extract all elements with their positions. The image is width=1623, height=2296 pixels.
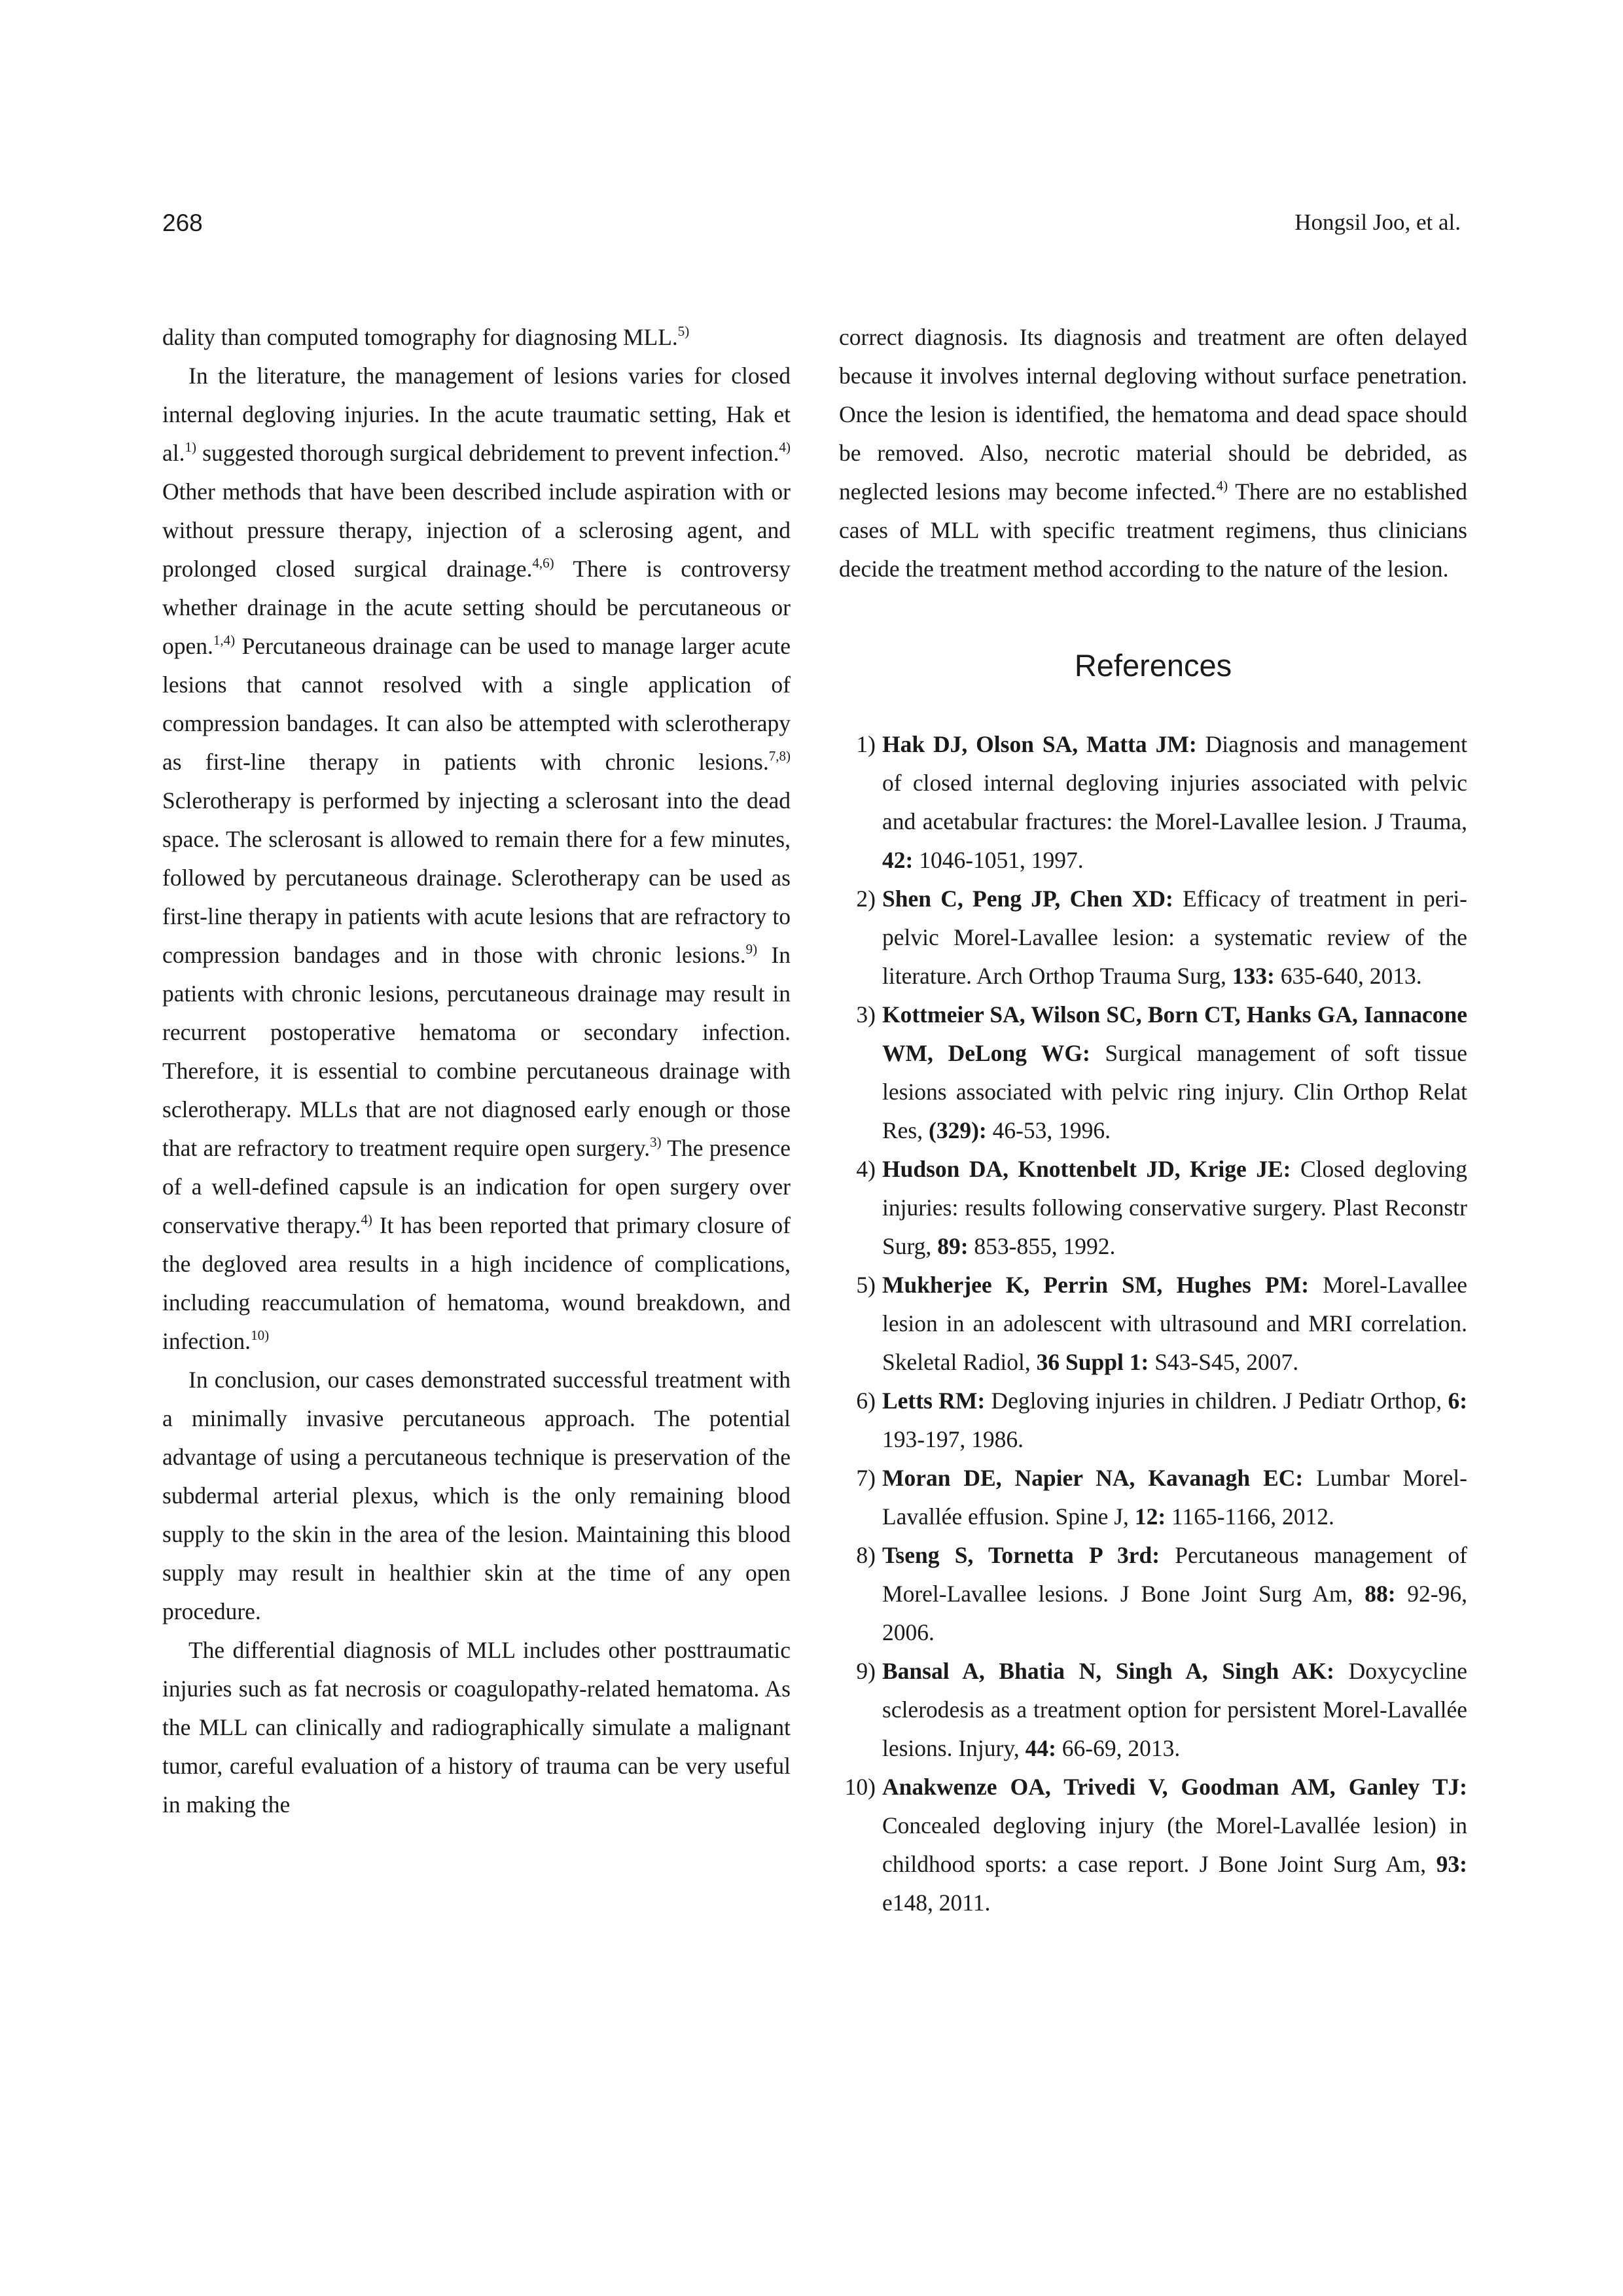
- reference-item: [839, 880, 1467, 996]
- reference-volume: 93:: [1436, 1851, 1467, 1877]
- references-heading: References: [1074, 648, 1232, 683]
- reference-pages-year: 1165-1166, 2012.: [1166, 1503, 1334, 1530]
- reference-text: Surgical management of soft tissue lesions associated with pelvic ring injury. Clin Orthop Relat Res,: [882, 1040, 1467, 1143]
- reference-authors: Hudson DA, Knottenbelt JD, Krige JE:: [882, 1156, 1291, 1182]
- citation: 4): [779, 439, 791, 455]
- reference-item: [839, 1652, 1467, 1768]
- citation: 7,8): [768, 748, 791, 764]
- reference-text: Diagnosis and management of closed internal degloving injuries associated with pelvic and acetabular fractures: the Morel-Lavallee lesion. J Trauma,: [882, 731, 1468, 834]
- reference-volume: 12:: [1134, 1503, 1166, 1530]
- reference-pages-year: 46-53, 1996.: [986, 1117, 1111, 1143]
- reference-volume: 88:: [1364, 1581, 1396, 1607]
- reference-pages-year: S43-S45, 2007.: [1149, 1349, 1299, 1375]
- reference-pages-year: 66-69, 2013.: [1056, 1735, 1181, 1761]
- reference-pages-year: 853-855, 1992.: [968, 1233, 1116, 1259]
- reference-text: Concealed degloving injury (the Morel-Lavallée lesion) in childhood sports: a case report. J Bone Joint Surg Am,: [882, 1812, 1467, 1877]
- paragraph-diagnosis: correct diagnosis. Its diagnosis and treatment are often delayed because it involves internal degloving without surface penetration. Once the lesion is identified, the hematoma and dead space should be removed. Also, necrotic material should be debrided, as neglected lesions may become infected.$^{4)}$ There are no established cases of MLL with specific treatment regimens, thus clinicians decide the treatment method according to the nature of the lesion.: [839, 324, 1468, 582]
- running-head: [162, 209, 1461, 249]
- reference-number: 8): [856, 1542, 876, 1568]
- reference-volume: 89:: [937, 1233, 969, 1259]
- reference-authors: Shen C, Peng JP, Chen XD:: [882, 886, 1173, 912]
- paragraph-continued: dality than computed tomography for diagnosing MLL.$^{5)}$: [162, 323, 690, 350]
- reference-authors: Letts RM:: [882, 1388, 986, 1414]
- reference-volume: 6:: [1448, 1388, 1468, 1414]
- reference-volume: 42:: [882, 847, 914, 873]
- reference-authors: Anakwenze OA, Trivedi V, Goodman AM, Ganley TJ:: [882, 1774, 1467, 1800]
- reference-number: 6): [856, 1388, 876, 1414]
- reference-item: [839, 996, 1467, 1150]
- reference-text: Lumbar Morel-Lavallée effusion. Spine J,: [882, 1465, 1467, 1530]
- paragraph-management: In the literature, the management of lesions varies for closed internal degloving injuries. In the acute traumatic setting, Hak et al.$^{1)}$ suggested thorough surgical debridement to prevent infection.$^{4)}$ Other methods that have been described include aspiration with or without pressure therapy, injection of a sclerosing agent, and prolonged closed surgical drainage.$^{4,6)}$ There is controversy whether drainage in the acute setting should be percutaneous or open.$^{1,4)}$ Percutaneous drainage can be used to manage larger acute lesions that cannot resolved with a single application of compression bandages. It can also be attempted with sclerotherapy as first-line therapy in patients with chronic lesions.$^{7,8)}$ Sclerotherapy is performed by injecting a sclerosant into the dead space. The sclerosant is allowed to remain there for a few minutes, followed by percutaneous drainage. Sclerotherapy can be used as first-line therapy in patients with acute lesions that are refractory to compression bandages and in those with chronic lesions.$^{9)}$ In patients with chronic lesions, percutaneous drainage may result in recurrent postoperative hematoma or secondary infection. Therefore, it is essential to combine percutaneous drainage with sclerotherapy. MLLs that are not diagnosed early enough or those that are refractory to treatment require open surgery.$^{3)}$ The presence of a well-defined capsule is an indication for open surgery over conservative therapy.$^{4)}$ It has been reported that primary closure of the degloved area results in a high incidence of complications, including reaccumulation of hematoma, wound breakdown, and infection.$^{10)}$: [162, 363, 791, 1354]
- reference-pages-year: 635-640, 2013.: [1274, 963, 1422, 989]
- reference-item: [839, 725, 1467, 880]
- citation: 1,4): [213, 632, 236, 648]
- reference-item: [839, 1459, 1467, 1536]
- reference-pages-year: 92-96, 2006.: [882, 1581, 1468, 1645]
- reference-authors: Hak DJ, Olson SA, Matta JM:: [882, 731, 1197, 757]
- citation: 4): [361, 1211, 372, 1227]
- reference-volume: 44:: [1025, 1735, 1056, 1761]
- reference-text: Efficacy of treatment in peri-pelvic Morel-Lavallee lesion: a systematic review of the literature. Arch Orthop Trauma Surg,: [882, 886, 1467, 989]
- running-author: Hongsil Joo, et al.: [1294, 209, 1461, 235]
- reference-number: 3): [856, 1001, 876, 1028]
- reference-pages-year: 1046-1051, 1997.: [913, 847, 1084, 873]
- reference-number: 9): [856, 1658, 876, 1684]
- reference-item: [839, 1536, 1467, 1652]
- citation: 4,6): [532, 555, 554, 571]
- reference-item: [839, 1768, 1467, 1922]
- paragraph-differential: The differential diagnosis of MLL includes other posttraumatic injuries such as fat necrosis or coagulopathy-related hematoma. As the MLL can clinically and radiographically simulate a malignant tumor, careful evaluation of a history of trauma can be very useful in making the: [162, 1637, 791, 1818]
- reference-number: 7): [856, 1465, 876, 1491]
- reference-text: Percutaneous management of Morel-Lavallee lesions. J Bone Joint Surg Am,: [882, 1542, 1467, 1607]
- citation: 3): [650, 1134, 662, 1150]
- citation: 1): [185, 439, 196, 455]
- reference-number: 4): [856, 1156, 876, 1182]
- citation: 4): [1216, 478, 1228, 493]
- reference-volume: 36 Suppl 1:: [1036, 1349, 1149, 1375]
- reference-number: 5): [856, 1272, 876, 1298]
- left-column: [162, 318, 791, 1824]
- reference-text: Closed degloving injuries: results following conservative surgery. Plast Reconstr Surg,: [882, 1156, 1467, 1259]
- reference-authors: Kottmeier SA, Wilson SC, Born CT, Hanks GA, Iannacone WM, DeLong WG:: [882, 1001, 1467, 1066]
- page-number: 268: [162, 209, 203, 236]
- citation: 5): [677, 323, 690, 339]
- paragraph-conclusion: In conclusion, our cases demonstrated successful treatment with a minimally invasive percutaneous approach. The potential advantage of using a percutaneous technique is preservation of the subdermal arterial plexus, which is the only remaining blood supply to the skin in the area of the lesion. Maintaining this blood supply may result in healthier skin at the time of any open procedure.: [162, 1367, 791, 1624]
- reference-volume: 133:: [1232, 963, 1275, 989]
- reference-authors: Bansal A, Bhatia N, Singh A, Singh AK:: [882, 1658, 1334, 1684]
- reference-authors: Moran DE, Napier NA, Kavanagh EC:: [882, 1465, 1304, 1491]
- citation: 10): [251, 1327, 270, 1343]
- reference-text: Degloving injuries in children. J Pediatr Orthop,: [985, 1388, 1448, 1414]
- reference-pages-year: 193-197, 1986.: [882, 1426, 1024, 1452]
- reference-authors: Tseng S, Tornetta P 3rd:: [882, 1542, 1160, 1568]
- reference-number: 10): [844, 1774, 876, 1800]
- reference-number: 1): [856, 731, 876, 757]
- reference-volume: (329):: [929, 1117, 987, 1143]
- right-column: [839, 318, 1467, 1922]
- reference-list: [839, 725, 1467, 1922]
- reference-authors: Mukherjee K, Perrin SM, Hughes PM:: [882, 1272, 1310, 1298]
- reference-text: Doxycycline sclerodesis as a treatment option for persistent Morel-Lavallée lesions. Injury,: [882, 1658, 1468, 1761]
- reference-item: [839, 1382, 1467, 1459]
- reference-number: 2): [856, 886, 876, 912]
- reference-pages-year: e148, 2011.: [882, 1890, 991, 1916]
- citation: 9): [745, 941, 758, 957]
- reference-text: Morel-Lavallee lesion in an adolescent with ultrasound and MRI correlation. Skeletal Radiol,: [882, 1272, 1467, 1375]
- reference-item: [839, 1150, 1467, 1266]
- reference-item: [839, 1266, 1467, 1382]
